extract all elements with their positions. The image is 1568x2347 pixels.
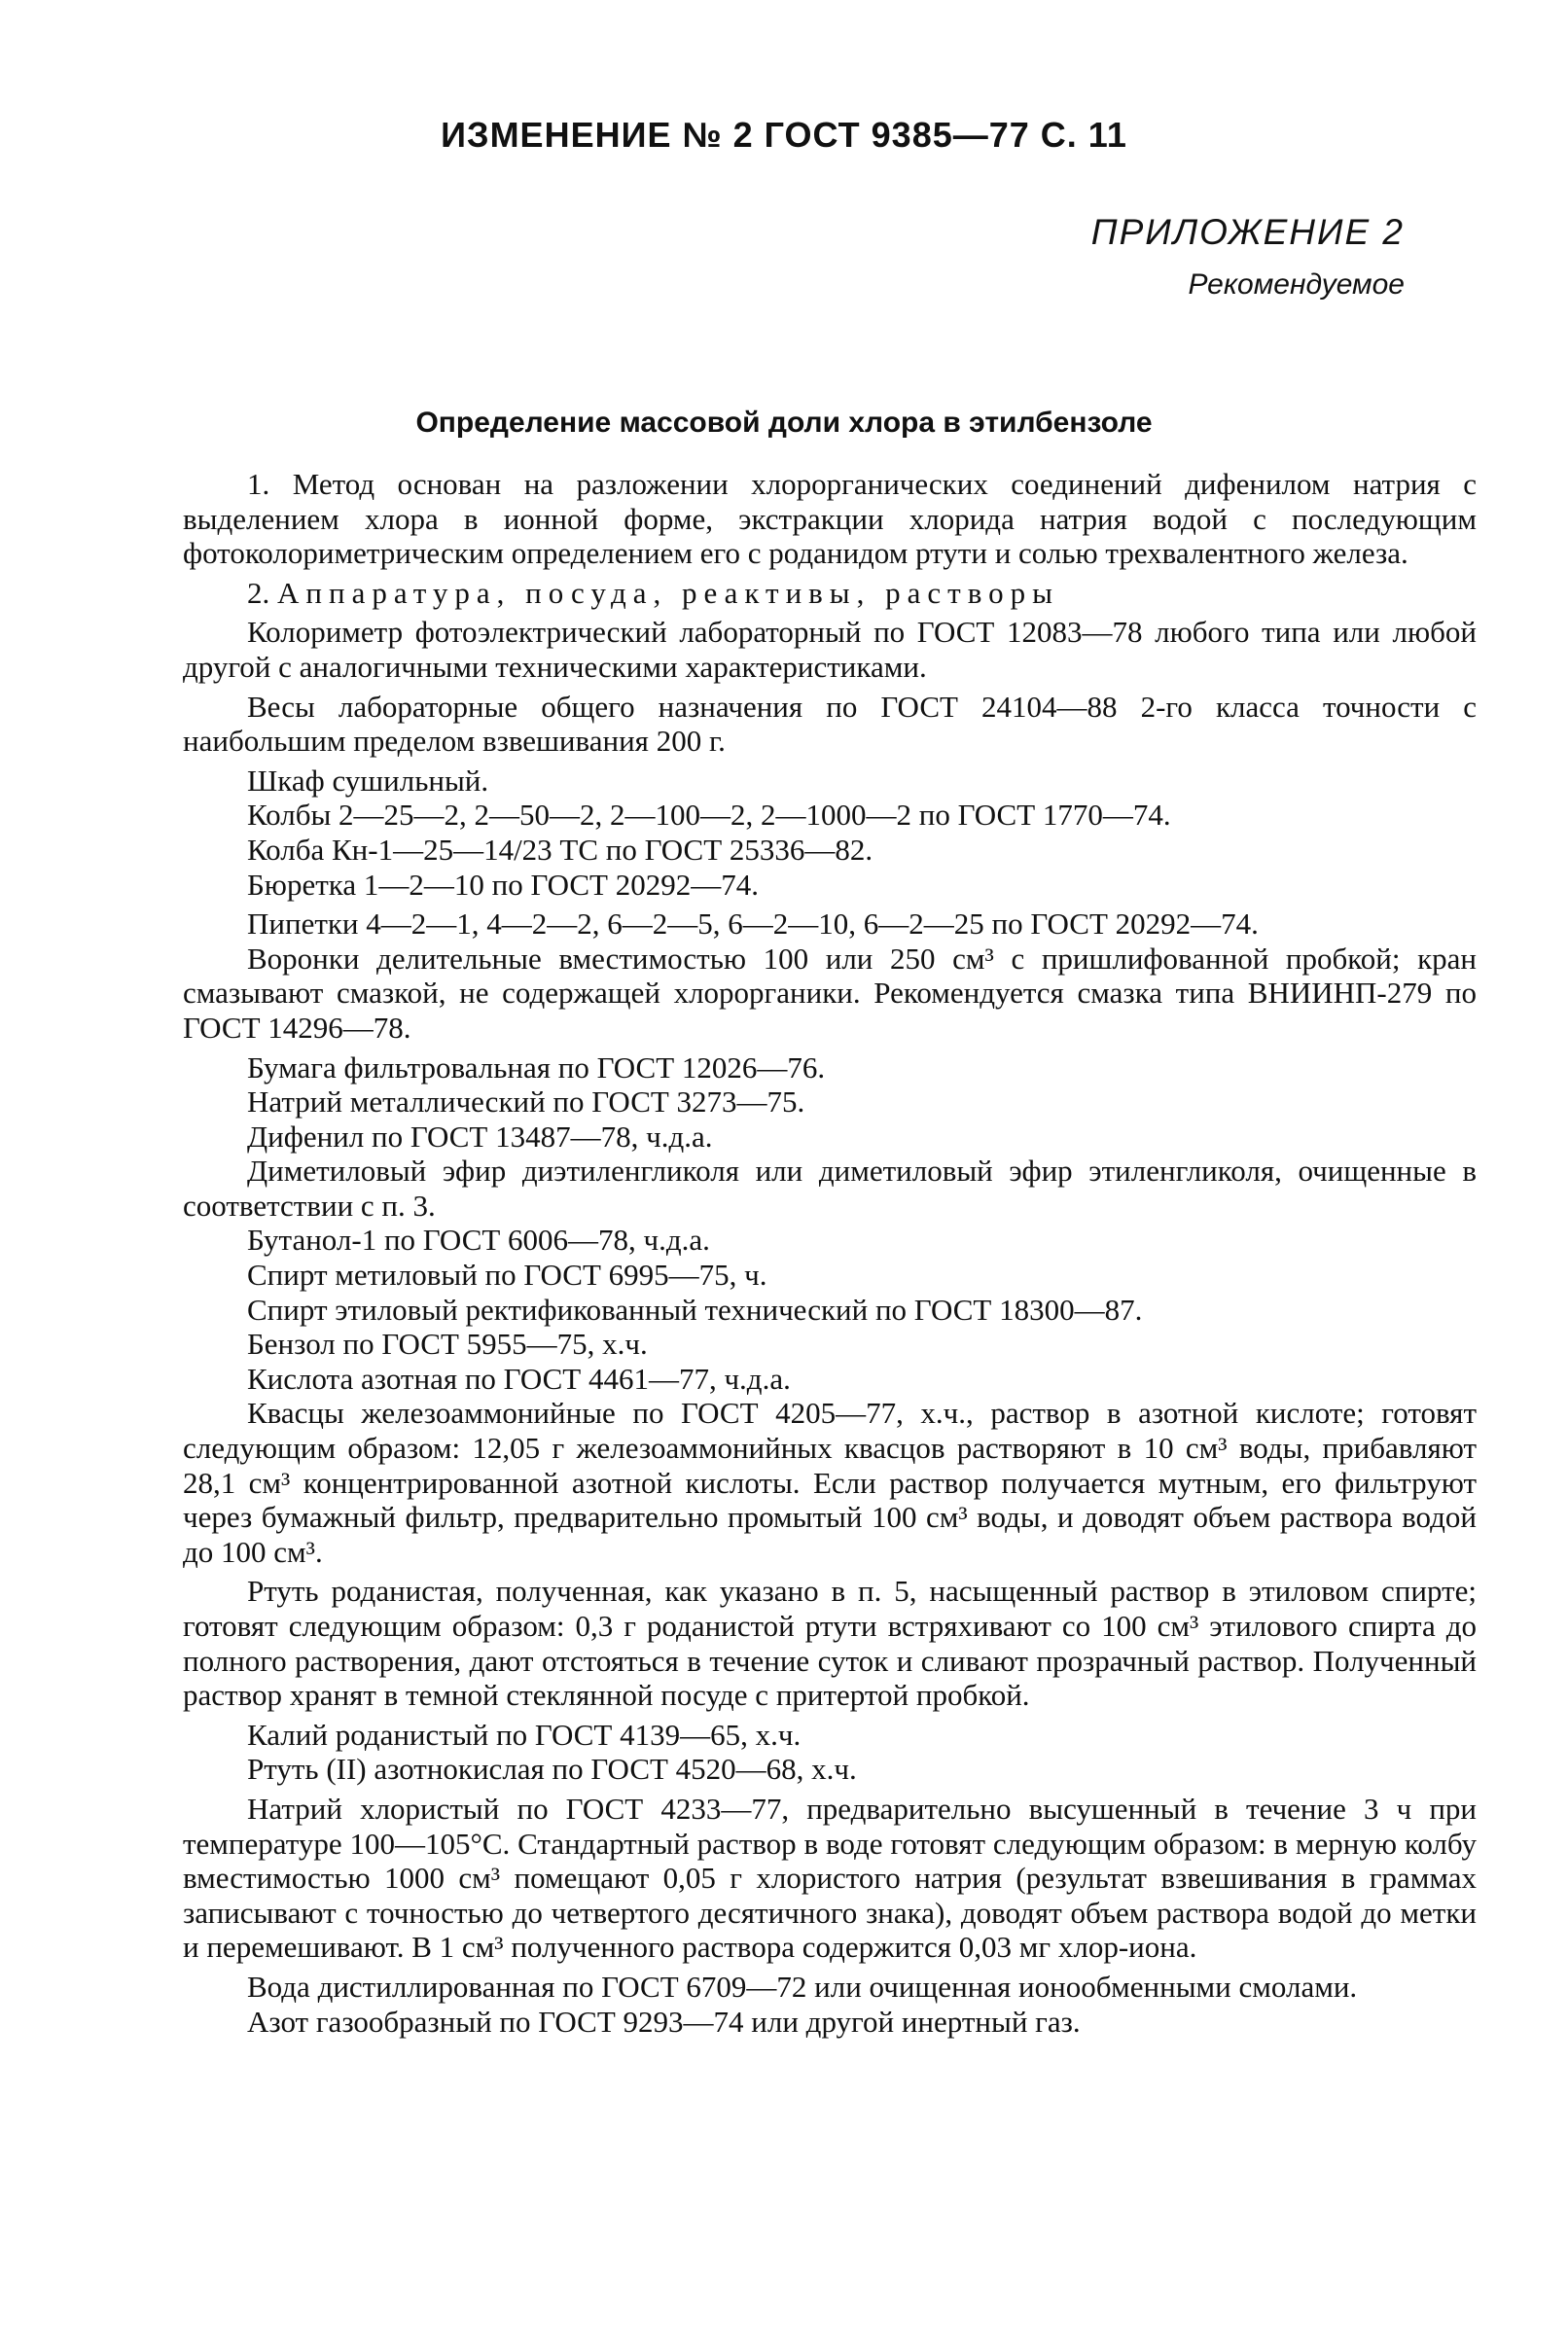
appendix-status: Рекомендуемое — [1188, 268, 1405, 301]
item-water: Вода дистиллированная по ГОСТ 6709—72 или очищенная ионообменными смолами. — [247, 1969, 1358, 2004]
item-nitrogen: Азот газообразный по ГОСТ 9293—74 или другой инертный газ. — [247, 2004, 1081, 2039]
item-mercury-nitrate: Ртуть (II) азотнокислая по ГОСТ 4520—68, х.ч. — [247, 1752, 857, 1787]
item-methanol: Спирт метиловый по ГОСТ 6995—75, ч. — [247, 1258, 767, 1293]
item-mercury-thiocyanate: Ртуть роданистая, полученная, как указано в п. 5, насыщенный раствор в этиловом спирте; готовят следующим образом: 0,3 г роданистой ртути встряхивают со 100 см³ этилового спирта до полного растворения, дают отстояться в течение суток и сливают прозрачный раствор. Полученный раствор хранят в темной стеклянной посуде с притертой пробкой. — [183, 1574, 1477, 1713]
item-funnels: Воронки делительные вместимостью 100 или 250 см³ с пришлифованной пробкой; кран смазывают смазкой, не содержащей хлорорганики. Рекомендуется смазка типа ВНИИНП-279 по ГОСТ 14296—78. — [183, 941, 1477, 1045]
item-scales: Весы лабораторные общего назначения по ГОСТ 24104—88 2-го класса точности с наибольшим пределом взвешивания 200 г. — [183, 689, 1477, 759]
item-ether: Диметиловый эфир диэтиленгликоля или диметиловый эфир этиленгликоля, очищенные в соответствии с п. 3. — [183, 1154, 1477, 1223]
section-2-number: 2. — [247, 575, 270, 610]
section-title: Определение массовой доли хлора в этилбензоле — [415, 407, 1153, 439]
item-alum: Квасцы железоаммонийные по ГОСТ 4205—77, х.ч., раствор в азотной кислоте; готовят следующим образом: 12,05 г железоаммонийных квасцов растворяют в 10 см³ воды, прибавляют 28,1 см³ концентрированной азотной кислоты. Если раствор получается мутным, его фильтруют через бумажный фильтр, предварительно промытый 100 см³ воды, и доводят объем раствора водой до 100 см³. — [183, 1396, 1477, 1569]
item-nitric-acid: Кислота азотная по ГОСТ 4461—77, ч.д.а. — [247, 1361, 791, 1396]
item-burette: Бюретка 1—2—10 по ГОСТ 20292—74. — [247, 867, 759, 902]
appendix-label: ПРИЛОЖЕНИЕ 2 — [1090, 212, 1405, 252]
item-sodium-chloride: Натрий хлористый по ГОСТ 4233—77, предварительно высушенный в течение 3 ч при температуре 100—105°С. Стандартный раствор в воде готовят следующим образом: в мерную колбу вместимостью 1000 см³ помещают 0,05 г хлористого натрия (результат взвешивания в граммах записывают с точностью до четвертого десятичного знака), доводят объем раствора водой до метки и перемешивают. В 1 см³ полученного раствора содержится 0,03 мг хлор-иона. — [183, 1791, 1477, 1965]
item-butanol: Бутанол-1 по ГОСТ 6006—78, ч.д.а. — [247, 1223, 710, 1258]
section-2-heading — [183, 576, 1477, 611]
item-benzene: Бензол по ГОСТ 5955—75, х.ч. — [247, 1327, 648, 1362]
paragraph-method: 1. Метод основан на разложении хлорорганических соединений дифенилом натрия с выделением хлора в ионной форме, экстракции хлорида натрия водой с последующим фотоколориметрическим определением его с роданидом ртути и солью трехвалентного железа. — [183, 467, 1477, 571]
item-filter-paper: Бумага фильтровальная по ГОСТ 12026—76. — [247, 1049, 826, 1085]
item-pipettes: Пипетки 4—2—1, 4—2—2, 6—2—5, 6—2—10, 6—2—25 по ГОСТ 20292—74. — [247, 907, 1259, 942]
section-2-heading-text: Аппаратура, посуда, реактивы, растворы — [277, 575, 1059, 610]
item-flask-kn: Колба Кн-1—25—14/23 ТС по ГОСТ 25336—82. — [247, 832, 873, 867]
document-body — [183, 467, 1477, 2039]
item-potassium-thiocyanate: Калий роданистый по ГОСТ 4139—65, х.ч. — [247, 1717, 802, 1752]
item-ethanol: Спирт этиловый ректификованный технический по ГОСТ 18300—87. — [247, 1292, 1143, 1327]
item-sodium: Натрий металлический по ГОСТ 3273—75. — [247, 1085, 805, 1120]
page-header: ИЗМЕНЕНИЕ № 2 ГОСТ 9385—77 С. 11 — [441, 115, 1127, 155]
item-oven: Шкаф сушильный. — [247, 763, 489, 798]
item-flasks: Колбы 2—25—2, 2—50—2, 2—100—2, 2—1000—2 по ГОСТ 1770—74. — [247, 798, 1171, 833]
item-colorimeter: Колориметр фотоэлектрический лабораторный по ГОСТ 12083—78 любого типа или любой другой с аналогичными техническими характеристиками. — [183, 615, 1477, 684]
item-diphenyl: Дифенил по ГОСТ 13487—78, ч.д.а. — [247, 1119, 713, 1154]
